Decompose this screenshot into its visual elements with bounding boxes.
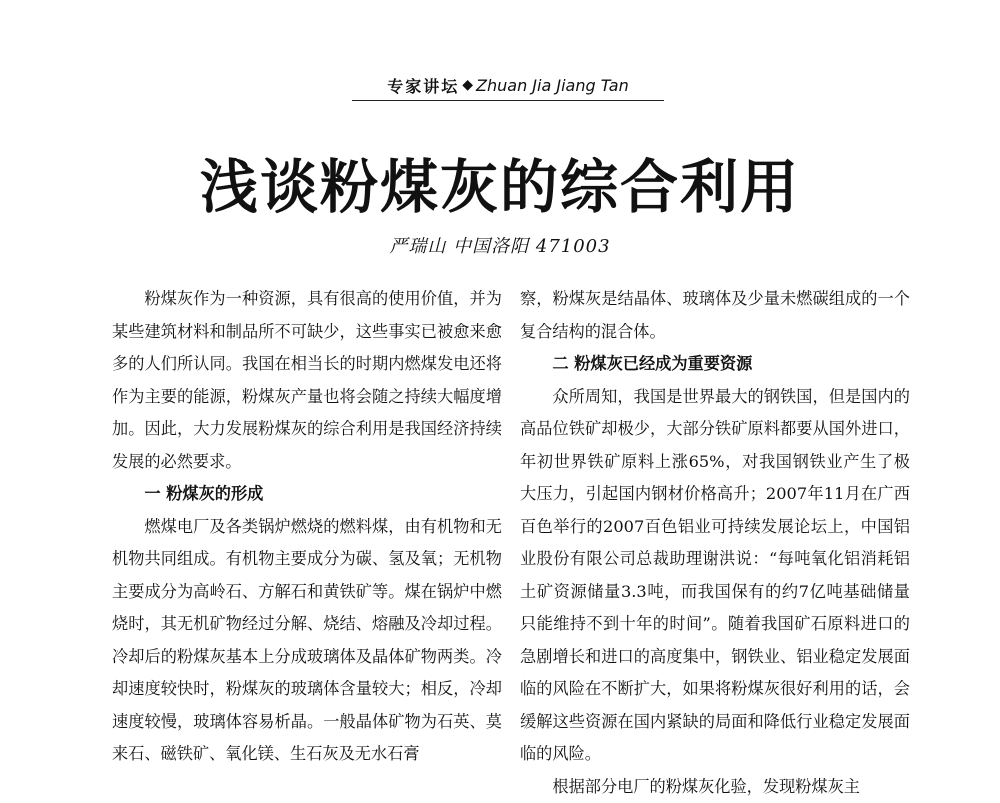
section-1-heading: 一 粉煤灰的形成 xyxy=(112,478,502,511)
section-header-chinese: 专家讲坛 xyxy=(387,74,459,97)
section-2-paragraph-2: 根据部分电厂的粉煤灰化验，发现粉煤灰主 xyxy=(520,771,910,803)
article-author: 严瑞山 中国洛阳 471003 xyxy=(0,232,1000,258)
article-title: 浅谈粉煤灰的综合利用 xyxy=(0,140,1000,224)
section-1-paragraph: 燃煤电厂及各类锅炉燃烧的燃料煤，由有机物和无机物共同组成。有机物主要成分为碳、氢及氧；无机物主要成分为高岭石、方解石和黄铁矿等。煤在锅炉中燃烧时，其无机矿物经过分解、烧结、熔融及冷却过程。冷却后的粉煤灰基本上分成玻璃体及晶体矿物两类。冷却速度较快时，粉煤灰的玻璃体含量较大；相反，冷却速度较慢，玻璃体容易析晶。一般晶体矿物为石英、莫来石、磁铁矿、氧化镁、生石灰及无水石膏 xyxy=(112,511,502,771)
intro-paragraph: 粉煤灰作为一种资源，具有很高的使用价值，并为某些建筑材料和制品所不可缺少，这些事实已被愈来愈多的人们所认同。我国在相当长的时期内燃煤发电还将作为主要的能源，粉煤灰产量也将会随之持续大幅度增加。因此，大力发展粉煤灰的综合利用是我国经济持续发展的必然要求。 xyxy=(112,283,502,478)
continued-paragraph: 察，粉煤灰是结晶体、玻璃体及少量未燃碳组成的一个复合结构的混合体。 xyxy=(520,283,910,348)
section-2-paragraph-1: 众所周知，我国是世界最大的钢铁国，但是国内的高品位铁矿却极少，大部分铁矿原料都要从国外进口，年初世界铁矿原料上涨65%，对我国钢铁业产生了极大压力，引起国内钢材价格高升；2007年11月在广西百色举行的2007百色铝业可持续发展论坛上，中国铝业股份有限公司总裁助理谢洪说：“每吨氧化铝消耗铝土矿资源储量3.3吨，而我国保有的约7亿吨基础储量只能维持不到十年的时间”。随着我国矿石原料进口的急剧增长和进口的高度集中，钢铁业、铝业稳定发展面临的风险在不断扩大，如果将粉煤灰很好利用的话，会缓解这些资源在国内紧缺的局面和降低行业稳定发展面临的风险。 xyxy=(520,381,910,771)
left-column xyxy=(112,283,502,771)
section-2-heading: 二 粉煤灰已经成为重要资源 xyxy=(520,348,910,381)
header-diamond-icon: ◆ xyxy=(462,77,473,93)
section-header-pinyin: Zhuan Jia Jiang Tan xyxy=(476,76,629,95)
section-header xyxy=(352,70,664,101)
right-column xyxy=(520,283,910,803)
